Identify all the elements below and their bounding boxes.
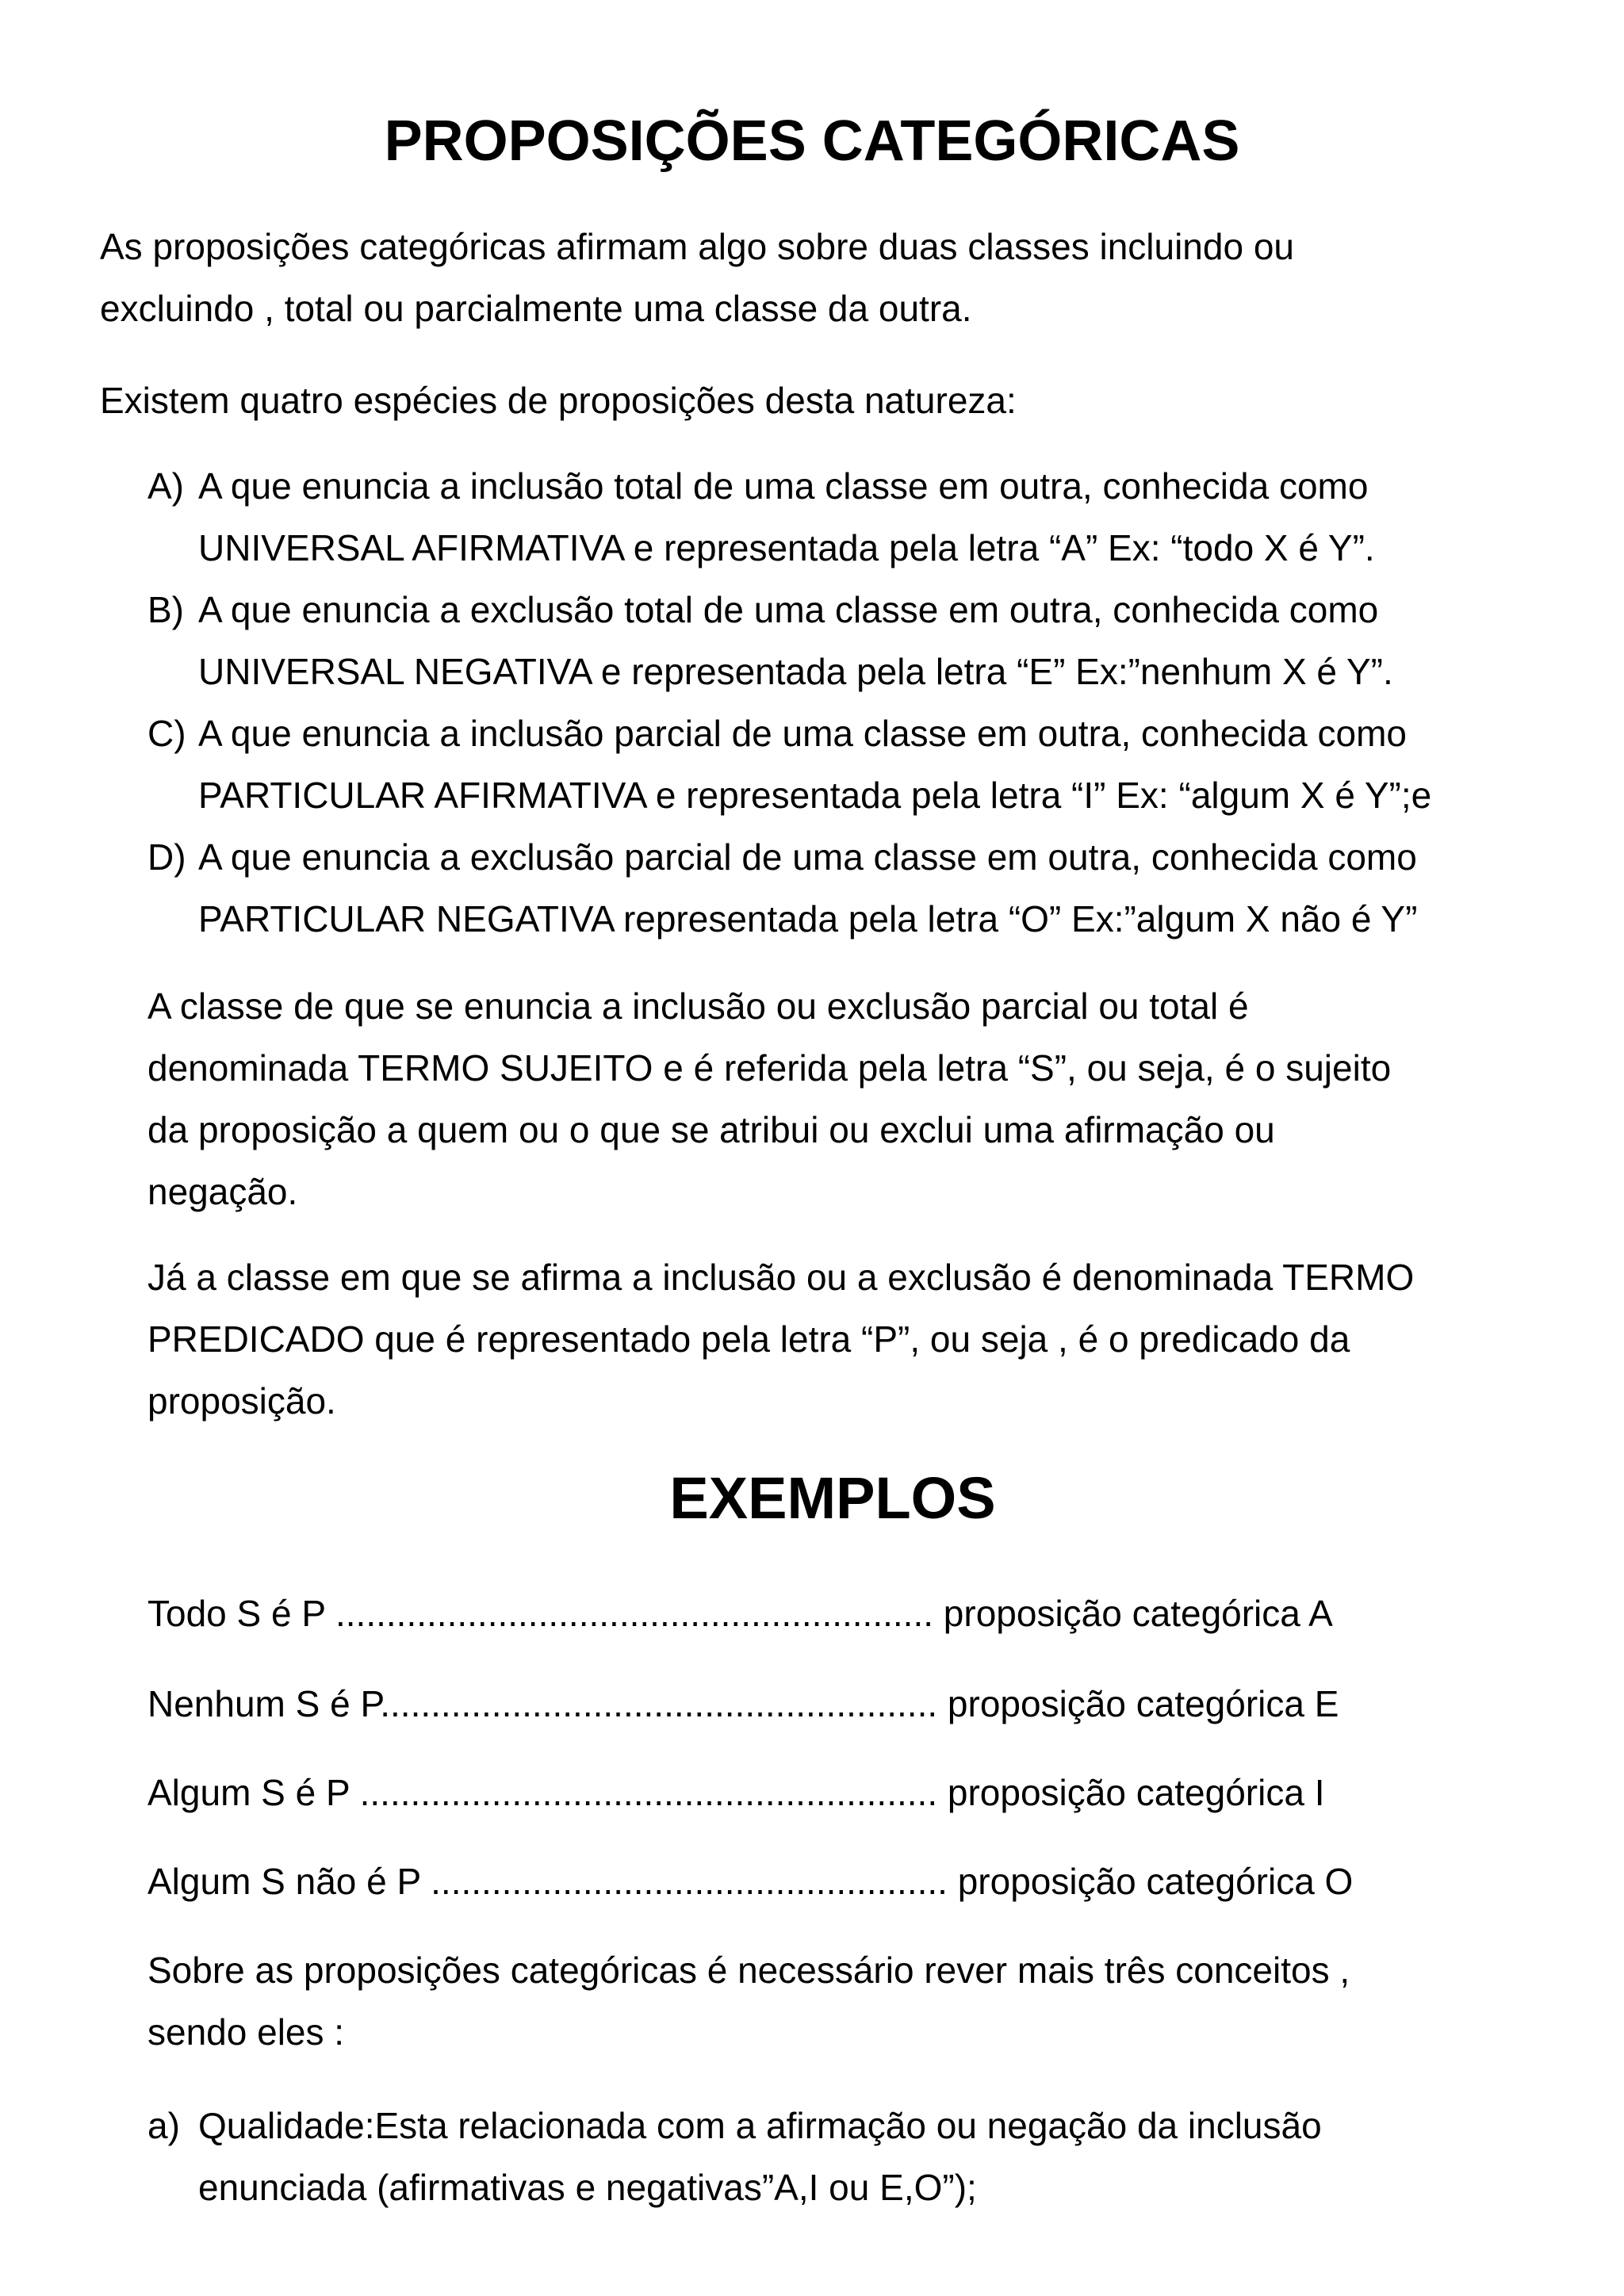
example-line-e: Nenhum S é P....................................................... proposição categórica E (147, 1683, 1339, 1724)
list-item-line: A que enuncia a exclusão parcial de uma classe em outra, conhecida como (198, 836, 1417, 878)
paragraph-line: negação. (147, 1171, 298, 1212)
paragraph-line: denominada TERMO SUJEITO e é referida pela letra “S”, ou seja, é o sujeito (147, 1047, 1392, 1089)
list-item-line: A que enuncia a inclusão total de uma classe em outra, conhecida como (198, 465, 1369, 507)
paragraph-line: da proposição a quem ou o que se atribui ou exclui uma afirmação ou (147, 1109, 1275, 1150)
list-item-line: UNIVERSAL NEGATIVA e representada pela letra “E” Ex:”nenhum X é Y”. (198, 651, 1393, 692)
list-item-line: PARTICULAR AFIRMATIVA e representada pela letra “I” Ex: “algum X é Y”;e (198, 775, 1432, 816)
list-marker: a) (147, 2105, 180, 2146)
page-title: PROPOSIÇÕES CATEGÓRICAS (384, 109, 1240, 173)
paragraph-line: Sobre as proposições categóricas é necessário rever mais três conceitos , (147, 1950, 1350, 1991)
paragraph-line: proposição. (147, 1380, 336, 1422)
example-line-a: Todo S é P ........................................................... proposição categórica A (147, 1593, 1333, 1634)
paragraph-line: sendo eles : (147, 2011, 345, 2053)
list-marker: D) (147, 836, 186, 878)
paragraph-line: PREDICADO que é representado pela letra “P”, ou seja , é o predicado da (147, 1318, 1350, 1360)
list-item-line: enunciada (afirmativas e negativas”A,I ou E,O”); (198, 2167, 977, 2208)
concepts-intro-paragraph (147, 1939, 1350, 2063)
list-marker: C) (147, 713, 186, 754)
paragraph-line: Já a classe em que se afirma a inclusão ou a exclusão é denominada TERMO (147, 1257, 1415, 1298)
intro-line: As proposições categóricas afirmam algo sobre duas classes incluindo ou (100, 226, 1295, 267)
examples-heading: EXEMPLOS (669, 1465, 996, 1531)
list-item-line: UNIVERSAL AFIRMATIVA e representada pela letra “A” Ex: “todo X é Y”. (198, 527, 1375, 568)
paragraph-line: A classe de que se enuncia a inclusão ou exclusão parcial ou total é (147, 985, 1249, 1027)
intro-paragraph (100, 216, 1294, 339)
list-item-line: PARTICULAR NEGATIVA representada pela letra “O” Ex:”algum X não é Y” (198, 898, 1418, 939)
species-intro-text: Existem quatro espécies de proposições desta natureza: (100, 380, 1017, 421)
example-line-i: Algum S é P ......................................................... proposição categórica I (147, 1772, 1325, 1813)
list-marker: B) (147, 589, 184, 630)
example-line-o: Algum S não é P ................................................... proposição categórica O (147, 1861, 1354, 1902)
predicate-paragraph (147, 1246, 1414, 1432)
subject-paragraph (147, 975, 1391, 1223)
intro-line: excluindo , total ou parcialmente uma classe da outra. (100, 288, 972, 329)
list-item-line: A que enuncia a inclusão parcial de uma classe em outra, conhecida como (198, 713, 1408, 754)
list-item-line: A que enuncia a exclusão total de uma classe em outra, conhecida como (198, 589, 1379, 630)
species-intro (100, 369, 1017, 431)
list-marker: A) (147, 465, 184, 507)
list-item-line: Qualidade:Esta relacionada com a afirmação ou negação da inclusão (198, 2105, 1322, 2146)
